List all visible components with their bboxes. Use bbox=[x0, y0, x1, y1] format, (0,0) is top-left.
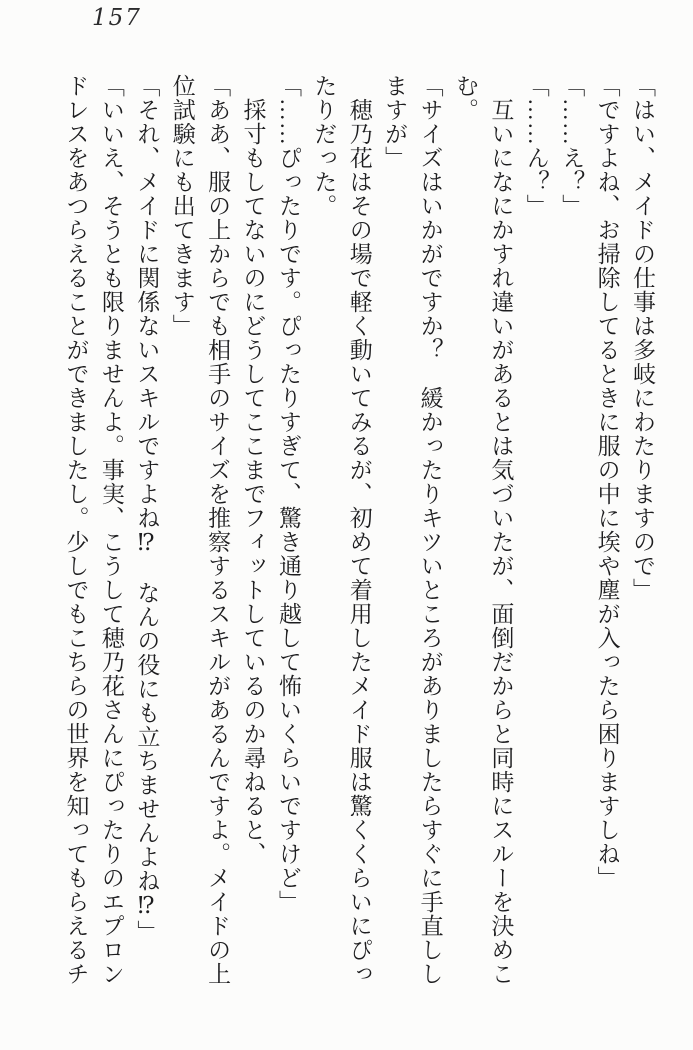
text-column: 穂乃花はその場で軽く動いてみるが、初めて着用したメイド服は驚くくらいにぴっ bbox=[346, 98, 372, 986]
text-column: ますが」 bbox=[382, 74, 408, 170]
text-column: む。 bbox=[452, 74, 478, 122]
text-column: 採寸もしてないのにどうしてここまでフィットしているのか尋ねると、 bbox=[240, 98, 266, 866]
text-column: 「……え？」 bbox=[559, 74, 585, 218]
text-column: 「……ん？」 bbox=[523, 74, 549, 218]
text-column: 「はい、メイドの仕事は多岐にわたりますので」 bbox=[630, 74, 655, 602]
text-columns bbox=[58, 74, 660, 1006]
text-column: 「いいえ、そうとも限りませんよ。事実、こうして穂乃花さんにぴったりのエプロン bbox=[98, 74, 124, 986]
text-column: 「サイズはいかがですか？ 緩かったりキツいところがありましたらすぐに手直しし bbox=[417, 74, 443, 986]
text-column: たりだった。 bbox=[311, 74, 337, 218]
text-column: 位試験にも出てきます」 bbox=[169, 74, 195, 338]
text-column: 「ああ、服の上からでも相手のサイズを推察するスキルがあるんですよ。メイドの上 bbox=[205, 74, 231, 986]
text-column: ドレスをあつらえることができましたし。少しでもこちらの世界を知ってもらえるチ bbox=[63, 74, 89, 986]
text-column: 互いになにかすれ違いがあるとは気づいたが、面倒だからと同時にスルーを決めこ bbox=[488, 98, 514, 986]
text-column: 「ですよね、お掃除してるときに服の中に埃や塵が入ったら困りますしね」 bbox=[594, 74, 620, 890]
page-number: 157 bbox=[92, 5, 142, 31]
text-column: 「……ぴったりです。ぴったりすぎて、驚き通り越して怖いくらいですけど」 bbox=[275, 74, 301, 914]
text-column: 「それ、メイドに関係ないスキルですよね⁉ なんの役にも立ちませんよね⁉」 bbox=[134, 74, 160, 944]
